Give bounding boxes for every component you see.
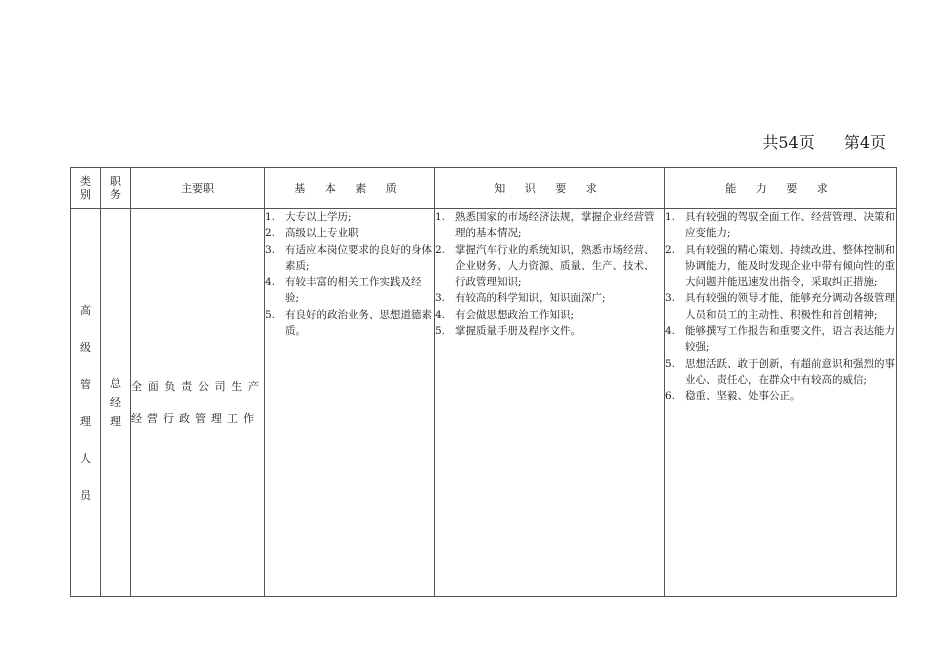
list-item xyxy=(435,323,664,339)
list-item-number: 4. xyxy=(265,276,276,289)
knowledge-cell xyxy=(435,209,665,597)
header-duty: 主要职 xyxy=(131,168,265,209)
list-item xyxy=(435,242,664,291)
list-item-number: 2. xyxy=(435,243,446,256)
list-item-text: 具有较强的精心策划、持续改进、整体控制和协调能力，能及时发现企业中带有倾向性的重大问题并能迅速发出指令，采取纠正措施; xyxy=(685,243,895,289)
page-total: 共54页 xyxy=(762,133,815,152)
header-basic: 基 本 素 质 xyxy=(265,168,435,209)
category-cell xyxy=(71,209,101,597)
list-item-text: 有较高的科学知识，知识面深广; xyxy=(455,292,606,305)
list-item-text: 有适应本岗位要求的良好的身体素质; xyxy=(285,243,432,272)
list-item xyxy=(265,274,434,307)
header-ability: 能 力 要 求 xyxy=(665,168,897,209)
list-item-text: 掌握汽车行业的系统知识，熟悉市场经营、企业财务、人力资源、质量、生产、技术、行政管理知识; xyxy=(455,243,655,289)
header-position-label: 职 务 xyxy=(110,175,121,201)
list-item-text: 具有较强的驾驭全面工作、经营管理、决策和应变能力; xyxy=(685,211,895,240)
job-description-table xyxy=(70,167,897,597)
list-item xyxy=(265,225,434,241)
ability-cell xyxy=(665,209,897,597)
list-item xyxy=(665,290,896,323)
list-item-text: 能够撰写工作报告和重要文件，语言表达能力较强; xyxy=(685,325,895,354)
list-item-text: 有良好的政治业务、思想道德素质。 xyxy=(285,308,432,338)
knowledge-list xyxy=(435,209,664,339)
basic-cell xyxy=(265,209,435,597)
list-item xyxy=(665,209,896,242)
list-item-number: 3. xyxy=(665,292,676,305)
list-item xyxy=(435,209,664,242)
list-item-text: 掌握质量手册及程序文件。 xyxy=(455,325,581,338)
list-item-number: 5. xyxy=(665,357,676,370)
list-item xyxy=(665,242,896,291)
list-item xyxy=(665,323,896,356)
list-item-number: 1. xyxy=(665,211,676,223)
list-item xyxy=(665,388,896,404)
list-item xyxy=(435,290,664,306)
position-label: 总 经 理 xyxy=(110,377,121,428)
list-item-number: 1. xyxy=(435,211,446,223)
list-item-number: 4. xyxy=(665,325,676,338)
list-item xyxy=(435,307,664,323)
page-number xyxy=(762,130,886,153)
duty-cell: 全面负责公司生产经营行政管理工作 xyxy=(131,209,265,597)
list-item-number: 1. xyxy=(265,211,276,223)
list-item xyxy=(265,209,434,225)
page-current: 第4页 xyxy=(843,133,886,152)
list-item-text: 熟悉国家的市场经济法规，掌握企业经营管理的基本情况; xyxy=(455,211,655,240)
list-item-number: 5. xyxy=(435,325,446,338)
list-item-text: 稳重、坚毅、处事公正。 xyxy=(685,390,801,403)
category-label: 高 级 管 理 人 员 xyxy=(80,303,91,502)
header-category-label: 类 别 xyxy=(80,175,91,201)
list-item-number: 3. xyxy=(435,292,446,305)
list-item xyxy=(665,356,896,389)
table-row xyxy=(71,209,897,597)
list-item-number: 3. xyxy=(265,243,276,256)
list-item-number: 5. xyxy=(265,308,276,321)
list-item xyxy=(265,307,434,340)
list-item-text: 具有较强的领导才能，能够充分调动各级管理人员和员工的主动性、积极性和首创精神; xyxy=(685,292,895,321)
header-category xyxy=(71,168,101,209)
ability-list xyxy=(665,209,896,405)
list-item-text: 思想活跃、敢于创新，有超前意识和强烈的事业心、责任心，在群众中有较高的威信; xyxy=(685,357,895,386)
list-item-number: 4. xyxy=(435,308,446,321)
header-position xyxy=(101,168,131,209)
position-cell xyxy=(101,209,131,597)
list-item-text: 高级以上专业职 xyxy=(285,227,359,240)
list-item-number: 2. xyxy=(665,243,676,256)
list-item-text: 有会做思想政治工作知识; xyxy=(455,308,575,321)
table-header-row xyxy=(71,168,897,209)
basic-list xyxy=(265,209,434,339)
list-item-number: 2. xyxy=(265,227,276,240)
list-item-text: 有较丰富的相关工作实践及经验; xyxy=(285,276,422,305)
header-knowledge: 知 识 要 求 xyxy=(435,168,665,209)
list-item-number: 6. xyxy=(665,390,676,403)
list-item-text: 大专以上学历; xyxy=(285,211,352,223)
list-item xyxy=(265,242,434,275)
